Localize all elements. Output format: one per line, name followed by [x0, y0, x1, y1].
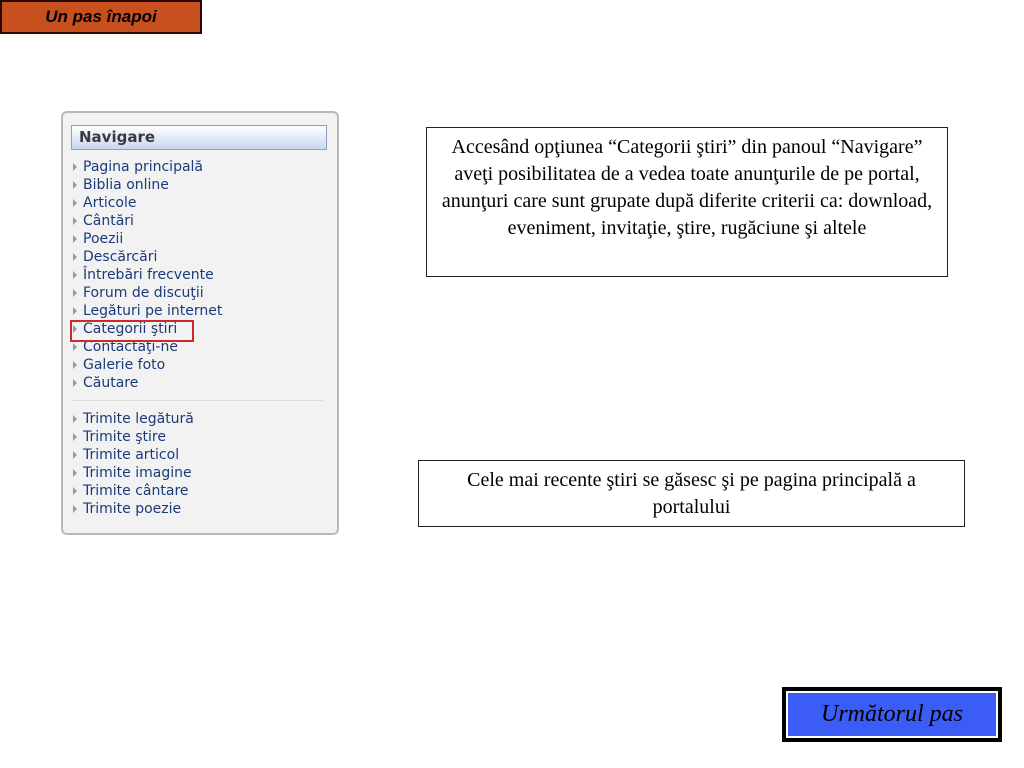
arrow-right-icon [73, 235, 77, 243]
next-step-button[interactable] [782, 687, 1002, 742]
nav-item-biblia-online[interactable]: Biblia online [71, 176, 327, 194]
arrow-right-icon [73, 505, 77, 513]
nav-item-trimite-poezie[interactable]: Trimite poezie [71, 500, 327, 518]
nav-item-trimite-legatura[interactable]: Trimite legătură [71, 410, 327, 428]
info-box-categorii: Accesând opţiunea “Categorii ştiri” din panoul “Navigare” aveţi posibilitatea de a vedea toate anunţurile de pe portal, anunţuri care sunt grupate după diferite criterii ca: download, eveniment, invitaţie, ştire, rugăciune şi altele [426, 127, 948, 277]
nav-item-categorii-stiri[interactable]: Categorii ştiri [71, 320, 327, 338]
arrow-right-icon [73, 163, 77, 171]
nav-divider [71, 400, 323, 401]
nav-list [71, 158, 327, 518]
nav-item-trimite-imagine[interactable]: Trimite imagine [71, 464, 327, 482]
nav-item-legaturi[interactable]: Legături pe internet [71, 302, 327, 320]
arrow-right-icon [73, 469, 77, 477]
arrow-right-icon [73, 217, 77, 225]
nav-item-contactati-ne[interactable]: Contactaţi-ne [71, 338, 327, 356]
arrow-right-icon [73, 181, 77, 189]
arrow-right-icon [73, 451, 77, 459]
arrow-right-icon [73, 253, 77, 261]
arrow-right-icon [73, 199, 77, 207]
arrow-right-icon [73, 271, 77, 279]
nav-panel-title: Navigare [71, 125, 327, 150]
nav-item-trimite-stire[interactable]: Trimite ştire [71, 428, 327, 446]
arrow-right-icon [73, 415, 77, 423]
nav-item-trimite-articol[interactable]: Trimite articol [71, 446, 327, 464]
nav-item-pagina-principala[interactable]: Pagina principală [71, 158, 327, 176]
nav-item-galerie-foto[interactable]: Galerie foto [71, 356, 327, 374]
arrow-right-icon [73, 289, 77, 297]
arrow-right-icon [73, 325, 77, 333]
arrow-right-icon [73, 343, 77, 351]
nav-item-cautare[interactable]: Căutare [71, 374, 327, 392]
nav-item-forum[interactable]: Forum de discuţii [71, 284, 327, 302]
arrow-right-icon [73, 379, 77, 387]
nav-item-articole[interactable]: Articole [71, 194, 327, 212]
nav-item-trimite-cantare[interactable]: Trimite cântare [71, 482, 327, 500]
arrow-right-icon [73, 433, 77, 441]
nav-item-intrebari-frecvente[interactable]: Întrebări frecvente [71, 266, 327, 284]
nav-item-poezii[interactable]: Poezii [71, 230, 327, 248]
navigation-panel-screenshot [61, 111, 339, 535]
nav-item-cantari[interactable]: Cântări [71, 212, 327, 230]
info-box-recente: Cele mai recente ştiri se găsesc şi pe pagina principală a portalului [418, 460, 965, 527]
arrow-right-icon [73, 307, 77, 315]
back-button[interactable]: Un pas înapoi [0, 0, 202, 34]
next-step-label: Următorul pas [786, 691, 998, 738]
nav-item-descarcari[interactable]: Descărcări [71, 248, 327, 266]
arrow-right-icon [73, 487, 77, 495]
arrow-right-icon [73, 361, 77, 369]
